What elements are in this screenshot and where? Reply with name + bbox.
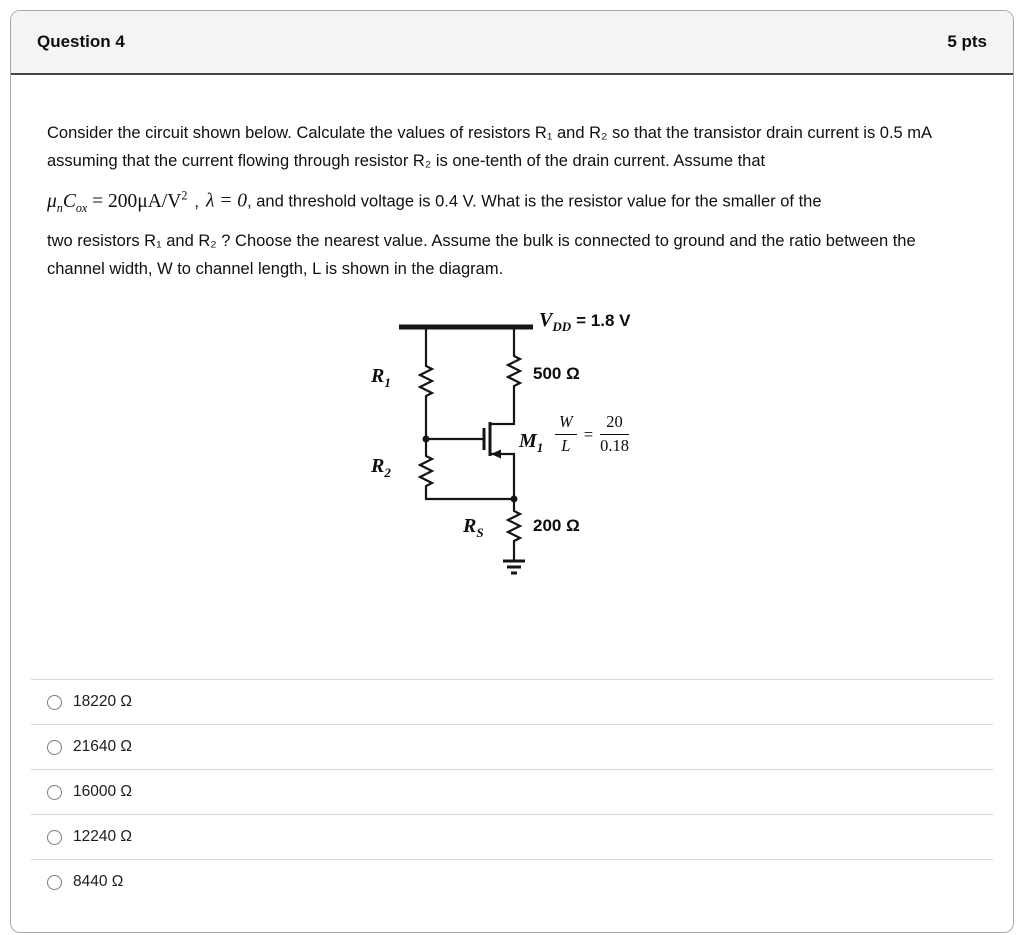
option-label[interactable]: 12240 Ω <box>73 828 132 846</box>
radio-button[interactable] <box>47 695 62 710</box>
circuit-nodes <box>423 436 518 503</box>
resistor-r2 <box>420 454 432 491</box>
m1-label: $M_1$ <box>519 430 544 456</box>
wire-left-bottom <box>426 491 514 499</box>
wl-value-fraction: $\frac{20}{0.18}$ <box>600 412 629 456</box>
wl-equals: = <box>583 424 594 444</box>
option-row-5[interactable] <box>31 859 993 904</box>
question-paragraph-1: Consider the circuit shown below. Calculate the values of resistors R₁ and R₂ so that the transistor drain current is 0.5 mA assuming that the current flowing through resistor R₂ is one-tenth of the drain current. Assume that <box>47 124 932 170</box>
option-label[interactable]: 8440 Ω <box>73 873 124 891</box>
resistor-500 <box>508 354 520 391</box>
resistor-r1 <box>420 364 432 401</box>
vdd-label: $V_{DD} = 1.8$ V <box>539 309 631 335</box>
ground-symbol <box>503 561 525 573</box>
wire-drain <box>490 391 514 424</box>
option-label[interactable]: 18220 Ω <box>73 693 132 711</box>
radio-button[interactable] <box>47 785 62 800</box>
radio-button[interactable] <box>47 875 62 890</box>
option-row-1[interactable] <box>31 679 993 724</box>
question-header <box>11 11 1013 75</box>
source-resistor-value: 200 Ω <box>533 516 580 536</box>
radio-button[interactable] <box>47 740 62 755</box>
option-row-3[interactable] <box>31 769 993 814</box>
wl-fraction: $\frac{W}{L}$ <box>555 412 577 456</box>
option-row-2[interactable] <box>31 724 993 769</box>
wl-ratio-label <box>555 412 629 456</box>
gate-node-dot <box>423 436 430 443</box>
question-paragraph-2: two resistors R₁ and R₂ ? Choose the nearest value. Assume the bulk is connected to ground and the ratio between the channel width, W to channel length, L is shown in the diagram. <box>47 232 916 279</box>
resistor-rs <box>508 509 520 546</box>
math-expression-uncox: $\mu_nC_{ox} = 200\mu A/V^2$ <box>47 188 188 215</box>
question-after-math: , and threshold voltage is 0.4 V. What is the resistor value for the smaller of the <box>247 192 822 211</box>
answer-options <box>31 679 993 932</box>
question-text <box>37 119 987 283</box>
mosfet-source-arrow <box>491 450 501 459</box>
option-row-4[interactable] <box>31 814 993 859</box>
question-points: 5 pts <box>947 32 987 51</box>
r2-label: $R_2$ <box>371 455 391 481</box>
question-title: Question 4 <box>37 32 125 51</box>
circuit-diagram <box>361 309 721 589</box>
math-expression-lambda: λ = 0 <box>205 190 248 212</box>
r1-label: $R_1$ <box>371 365 391 391</box>
drain-resistor-value: 500 Ω <box>533 364 580 384</box>
rs-label: $R_S$ <box>463 515 484 541</box>
option-label[interactable]: 16000 Ω <box>73 783 132 801</box>
source-node-dot <box>511 496 518 503</box>
question-math-line <box>47 181 977 221</box>
radio-button[interactable] <box>47 830 62 845</box>
comma-separator: , <box>194 192 199 211</box>
wire-source <box>490 454 514 499</box>
option-label[interactable]: 21640 Ω <box>73 738 132 756</box>
question-card <box>10 10 1014 933</box>
question-body <box>11 75 1013 589</box>
